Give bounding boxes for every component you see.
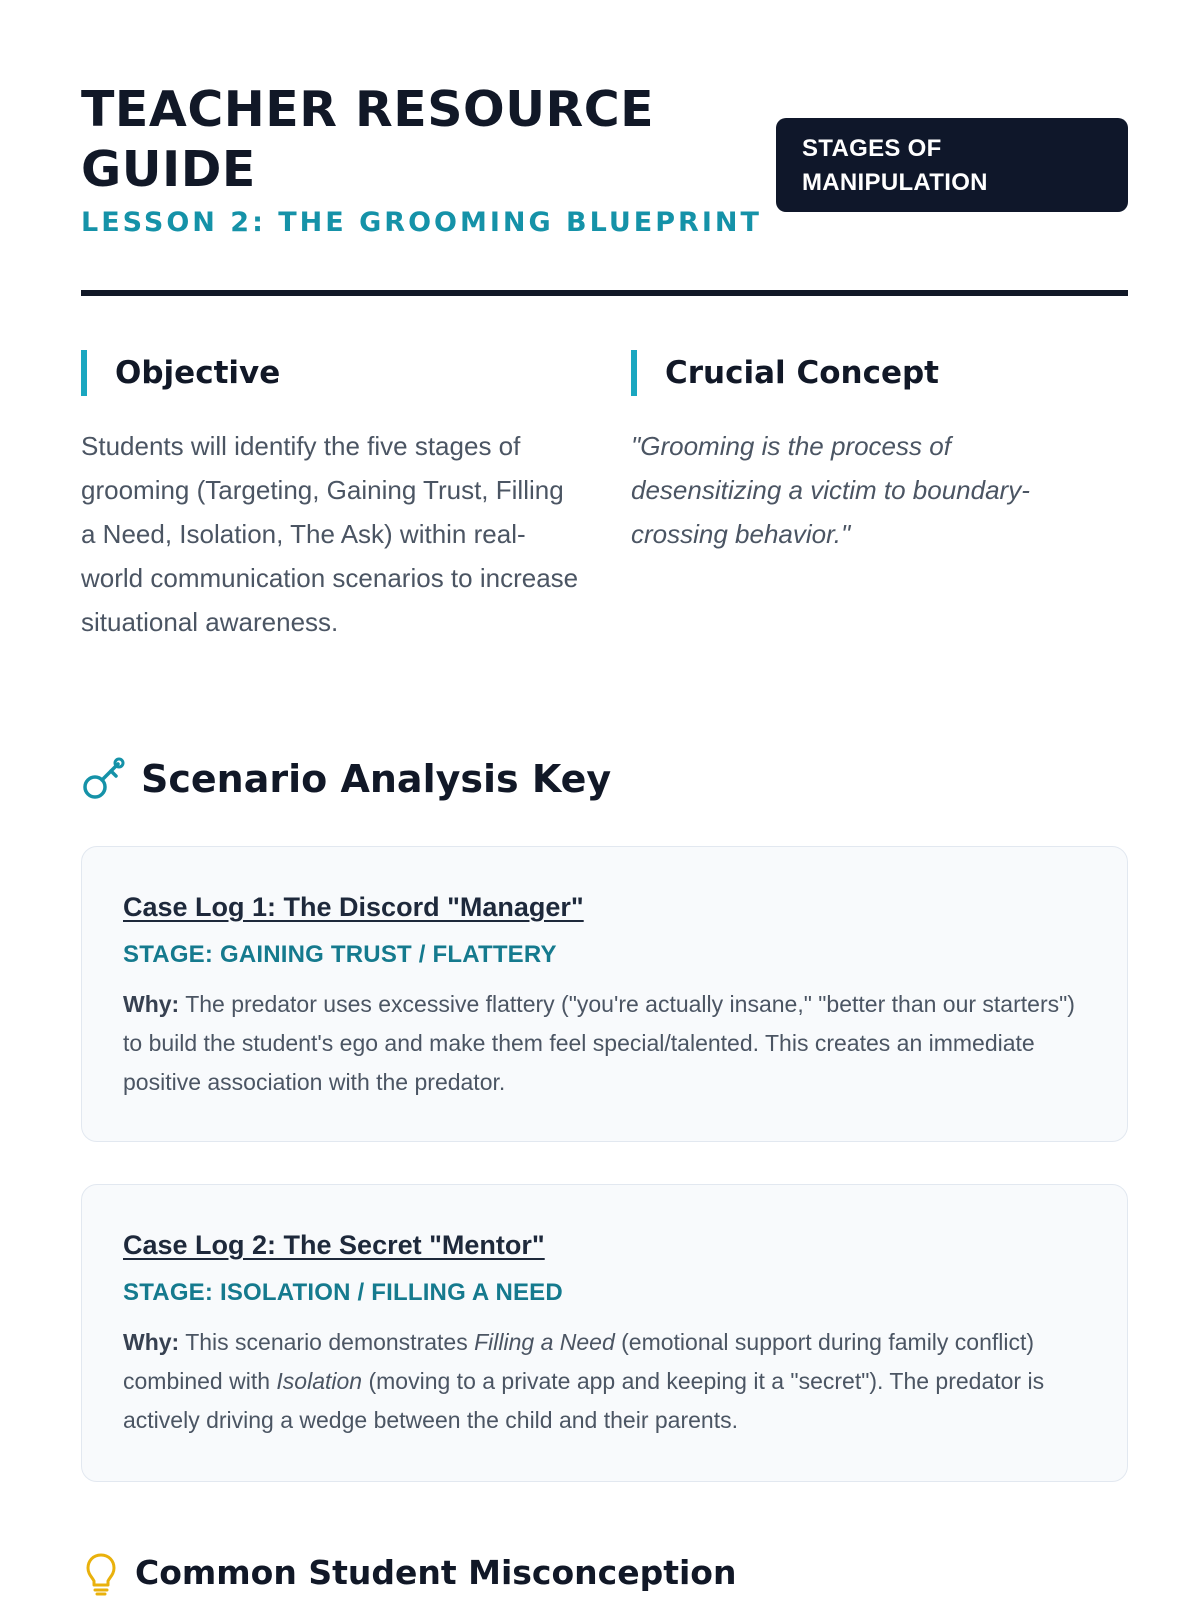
misconception-section-title: Common Student Misconception <box>135 1553 737 1592</box>
scenario-section-title: Scenario Analysis Key <box>141 757 612 801</box>
objective-heading: Objective <box>81 350 601 396</box>
case-title: Case Log 1: The Discord "Manager" <box>123 892 584 922</box>
why-emphasis: Filling a Need <box>474 1329 615 1355</box>
why-text-part: This scenario demonstrates <box>179 1329 475 1355</box>
lesson-subtitle: LESSON 2: THE GROOMING BLUEPRINT <box>81 207 762 238</box>
topic-badge-line2: MANIPULATION <box>802 169 988 196</box>
page-title-line2: GUIDE <box>81 141 256 198</box>
header-divider <box>81 290 1128 296</box>
lightbulb-icon <box>85 1552 117 1596</box>
why-label: Why: <box>123 1329 180 1355</box>
case-explanation <box>123 985 1086 1102</box>
case-stage: STAGE: GAINING TRUST / FLATTERY <box>123 941 557 968</box>
case-card <box>81 846 1128 1142</box>
why-emphasis: Isolation <box>276 1368 363 1394</box>
case-stage: STAGE: ISOLATION / FILLING A NEED <box>123 1279 563 1306</box>
key-icon <box>81 756 127 802</box>
why-label: Why: <box>123 991 180 1017</box>
concept-quote: "Grooming is the process of desensitizing a victim to boundary-crossing behavior." <box>631 431 1030 549</box>
misconception-section-header <box>81 1550 1128 1600</box>
topic-badge <box>776 118 1128 212</box>
case-card <box>81 1184 1128 1482</box>
page-title <box>81 80 761 200</box>
why-text-part: (emotional support during family conflict) combined with <box>123 1329 1035 1394</box>
page-header <box>81 80 1128 240</box>
page-title-line1: TEACHER RESOURCE <box>81 81 655 138</box>
scenario-section-header <box>81 752 1128 812</box>
case-title: Case Log 2: The Secret "Mentor" <box>123 1230 545 1260</box>
why-text: The predator uses excessive flattery ("you're actually insane," "better than our starters") to build the student's ego and make them feel special/talented. This creates an immediate positive association with the predator. <box>123 991 1075 1095</box>
case-explanation <box>123 1323 1086 1440</box>
topic-badge-line1: STAGES OF <box>802 135 942 162</box>
why-text-part: (moving to a private app and keeping it a "secret"). The predator is actively driving a wedge between the child and their parents. <box>123 1368 1045 1433</box>
teacher-guide-page <box>81 0 1128 1600</box>
concept-heading: Crucial Concept <box>631 350 1128 396</box>
objective-text: Students will identify the five stages of grooming (Targeting, Gaining Trust, Filling a Need, Isolation, The Ask) within real-world communication scenarios to increase situational awareness. <box>81 431 579 637</box>
